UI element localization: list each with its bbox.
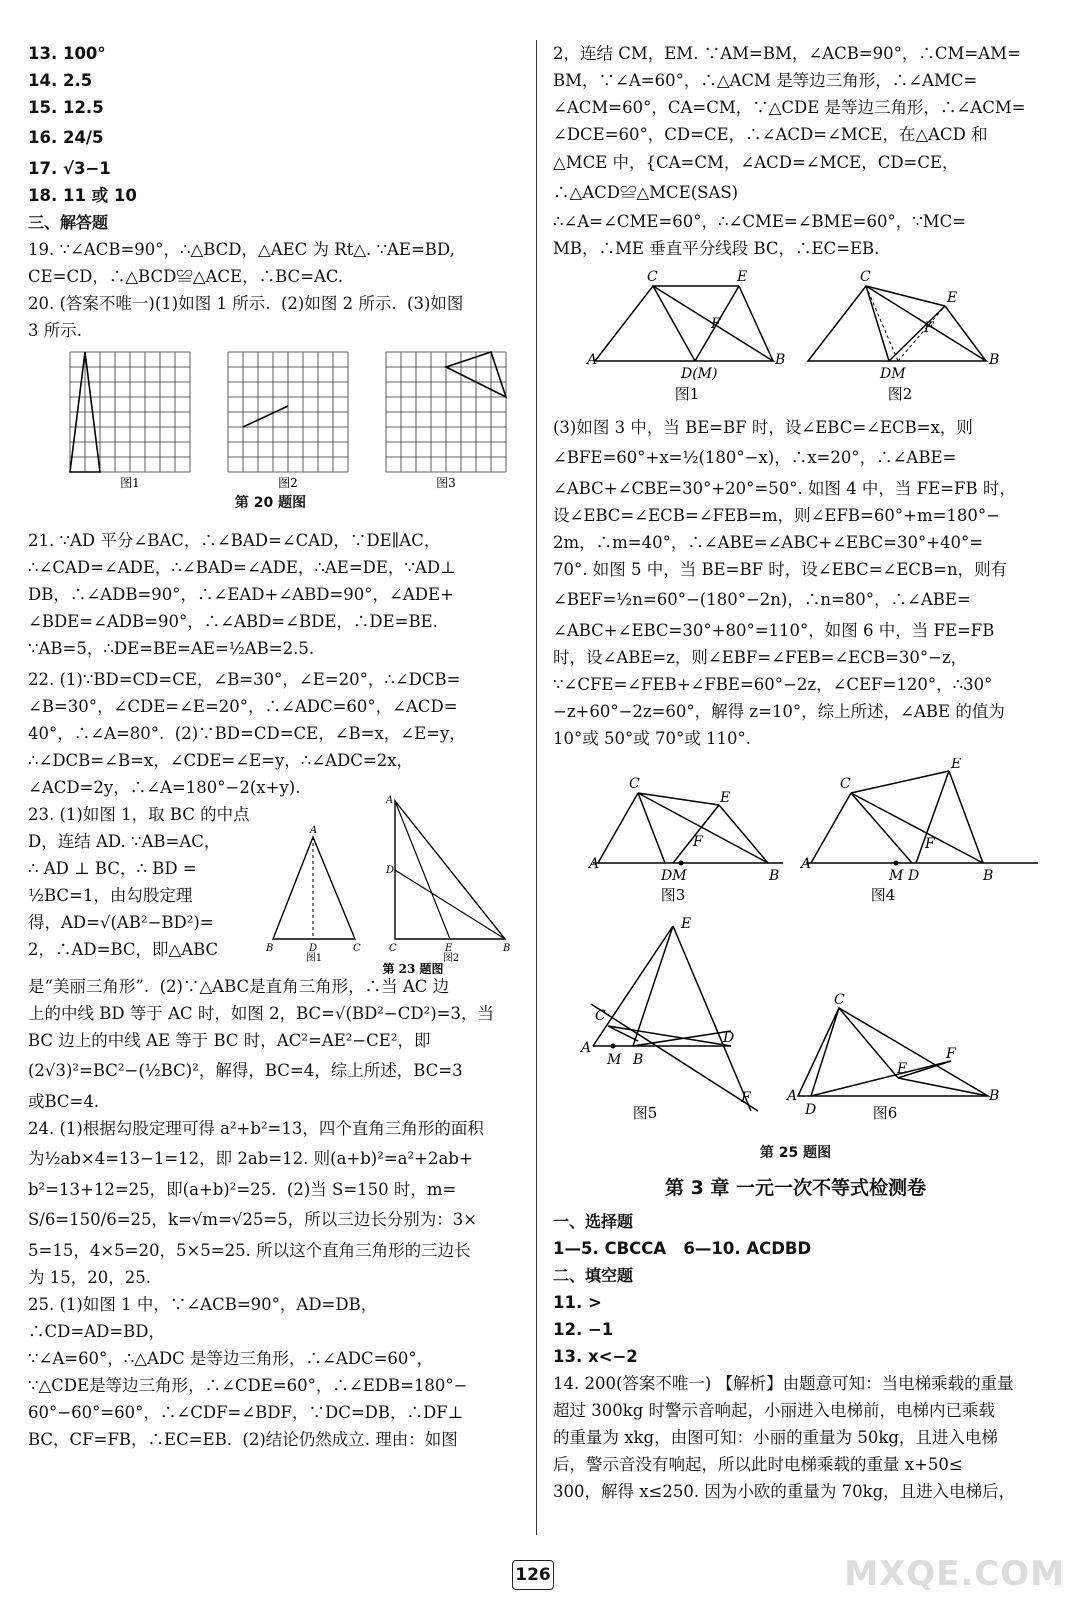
svg-text:E: E <box>681 916 692 932</box>
fig-label: 图1 <box>120 476 140 490</box>
question-21 <box>28 527 513 662</box>
q23-line: (2√3)²=BC²−(½BC)²，解得，BC=4，综上所述，BC=3 <box>28 1061 463 1080</box>
right-column <box>553 40 1038 1505</box>
svg-text:F: F <box>693 834 703 850</box>
answer-14: 14. 2.5 <box>28 71 93 90</box>
fig-label: 图2 <box>887 385 913 403</box>
q20-line: 20. (答案不唯一)(1)如图 1 所示. (2)如图 2 所示. (3)如图 <box>28 294 464 313</box>
svg-text:F: F <box>946 1046 956 1062</box>
q25-line: 25. (1)如图 1 中，∵∠ACB=90°，AD=DB，∴CD=AD=BD， <box>28 1295 378 1341</box>
q25-line: ∠BFE=60°+x=½(180°−x)，∴x=20°，∴∠ABE= <box>553 448 957 467</box>
q20-figures <box>68 350 508 490</box>
q25-line: △MCE 中，{CA=CM，∠ACD=∠MCE，CD=CE，∴△ACD≌△MCE(SAS) <box>553 153 959 202</box>
svg-text:M: M <box>607 1052 622 1068</box>
q25-line: ∠DCE=60°，CD=CE，∴∠ACD=∠MCE，在△ACD 和 <box>553 125 988 144</box>
q23-rest <box>28 973 513 1115</box>
svg-text:F: F <box>741 1090 751 1106</box>
question-19 <box>28 236 513 290</box>
svg-text:E: E <box>897 1061 908 1077</box>
fig-label: 图1 <box>674 385 700 403</box>
q23-line: ∴ AD ⊥ BC，∴ BD = <box>28 859 197 878</box>
answer-13: 13. 100° <box>28 44 106 63</box>
svg-text:C: C <box>834 992 845 1008</box>
svg-text:B: B <box>503 943 511 954</box>
svg-text:DM: DM <box>661 868 687 884</box>
question-23 <box>28 795 513 974</box>
q20-caption: 第 20 题图 <box>234 495 307 511</box>
q14-line: 的重量为 xkg，由图可知：小丽的重量为 50kg，且进入电梯 <box>553 1428 998 1447</box>
q25-line: ∠BEF=½n=60°−(180°−2n)，∴n=80°，∴∠ABE= <box>553 590 971 609</box>
svg-text:C: C <box>595 1008 606 1024</box>
svg-text:B: B <box>989 1088 1000 1104</box>
q14-line: 超过 300kg 时警示音响起，小丽进入电梯前，电梯内已乘载 <box>553 1401 996 1420</box>
q22-line: ∠ACD=2y，∴∠A=180°−2(x+y). <box>28 778 301 797</box>
svg-text:C: C <box>353 943 361 954</box>
q25-line: MB，∴ME 垂直平分线段 BC，∴EC=EB. <box>553 239 880 258</box>
svg-text:A: A <box>589 856 600 872</box>
q24-line: 为½ab×4=13−1=12，即 2ab=12. 则(a+b)²=a²+2ab+ <box>28 1149 473 1168</box>
svg-text:D: D <box>723 1030 735 1046</box>
q25-line: 70°. 如图 5 中，当 BE=BF 时，设∠EBC=∠ECB=n，则有 <box>553 560 1008 579</box>
svg-text:E: E <box>720 790 731 806</box>
q25-line: ∴∠A=∠CME=60°，∴∠CME=∠BME=60°，∵MC= <box>553 212 967 231</box>
svg-text:D(M): D(M) <box>681 366 718 382</box>
answer-12: 12. −1 <box>553 1320 614 1339</box>
grid-figure-2 <box>226 350 350 490</box>
q23-line: ½BC=1，由勾股定理 <box>28 886 193 905</box>
svg-text:E: E <box>951 758 962 772</box>
question-14 <box>553 1370 1038 1505</box>
q21-line: ∠BDE=∠ADB=90°，∴∠ABD=∠BDE，∴DE=BE. <box>28 612 438 631</box>
q25-line: ∠ABC+∠CBE=30°+20°=50°. 如图 4 中，当 FE=FB 时， <box>553 479 1016 498</box>
q14-line: 后，警示音没有响起，所以此时电梯乘载的重量 x+50≤ <box>553 1455 963 1474</box>
q25-line: ∵△CDE是等边三角形，∴∠CDE=60°，∴∠EDB=180°− <box>28 1376 468 1395</box>
q19-line: 19. ∵∠ACB=90°，∴△BCD，△AEC 为 Rt△. ∵AE=BD, <box>28 240 455 259</box>
q25-caption: 第 25 题图 <box>759 1145 832 1161</box>
svg-text:DM: DM <box>880 366 906 382</box>
svg-text:B: B <box>266 943 274 954</box>
q14-line: 14. 200(答案不唯一) 【解析】由题意可知：当电梯乘载的重量 <box>553 1374 1014 1393</box>
svg-text:A: A <box>801 856 812 872</box>
q25-continued <box>553 40 1038 262</box>
section-fill: 二、填空题 <box>553 1266 634 1285</box>
svg-text:B: B <box>983 868 994 884</box>
svg-text:B: B <box>989 352 1000 368</box>
column-divider <box>536 40 537 1535</box>
q25-line: 2m，∴m=40°，∴∠ABE=∠ABC+∠EBC=30°+40°= <box>553 533 984 552</box>
svg-text:B: B <box>775 352 786 368</box>
q24-line: 5=15，4×5=20，5×5=25. 所以这个直角三角形的三边长 <box>28 1241 471 1260</box>
svg-text:D: D <box>386 865 395 876</box>
fig-label: 图4 <box>870 886 896 904</box>
q23-figures <box>263 789 513 974</box>
q25-line: 10°或 50°或 70°或 110°. <box>553 729 751 748</box>
fig-label: 图5 <box>632 1104 658 1122</box>
fig-label: 图3 <box>436 476 456 490</box>
q25-line: ∠ACM=60°，CA=CM，∵△CDE 是等边三角形，∴∠ACM= <box>553 98 1026 117</box>
q25-line: 时，设∠ABE=z，则∠EBF=∠FEB=∠ECB=30°−z， <box>553 648 968 667</box>
q23-line: 是“美丽三角形”. (2)∵△ABC是直角三角形，∴当 AC 边 <box>28 977 450 996</box>
q21-line: 21. ∵AD 平分∠BAC，∴∠BAD=∠CAD，∵DE∥AC， <box>28 531 441 550</box>
question-22 <box>28 666 513 801</box>
svg-text:D: D <box>805 1102 817 1118</box>
svg-text:C: C <box>647 269 658 285</box>
svg-text:E: E <box>737 269 748 285</box>
choice-answers: 1—5. CBCCA 6—10. ACDBD <box>553 1239 812 1258</box>
answer-16: 16. 24/5 <box>28 128 104 147</box>
answer-13: 13. x<−2 <box>553 1347 638 1366</box>
svg-text:A: A <box>587 352 598 368</box>
grid-figure-3 <box>384 350 508 490</box>
q25-line: BM，∵∠A=60°，∴△ACM 是等边三角形，∴∠AMC= <box>553 71 978 90</box>
q25-part3 <box>553 414 1038 752</box>
q25-line: 60°−60°=60°，∴∠CDF=∠BDF，∵DC=DB，∴DF⊥ <box>28 1403 464 1422</box>
chapter-title: 第 3 章 一元一次不等式检测卷 <box>664 1177 927 1199</box>
q24-line: b²=13+12=25，即(a+b)²=25. (2)当 S=150 时，m= <box>28 1180 457 1199</box>
watermark: MXQE.COM <box>844 1554 1065 1594</box>
q25-line: (3)如图 3 中，当 BE=BF 时，设∠EBC=∠ECB=x，则 <box>553 418 973 437</box>
q22-line: ∠B=30°，∠CDE=∠E=20°，∴∠ADC=60°，∠ACD= <box>28 697 458 716</box>
fig-label: 图1 <box>305 953 323 964</box>
svg-text:D: D <box>309 943 318 954</box>
svg-text:A: A <box>787 1088 798 1104</box>
fig-label: 图3 <box>660 886 686 904</box>
answers-13-18 <box>28 40 513 209</box>
q22-line: ∴∠DCB=∠B=x，∠CDE=∠E=y，∴∠ADC=2x， <box>28 751 413 770</box>
q14-line: 300，解得 x≤250. 因为小欧的重量为 70kg，且进入电梯后， <box>553 1482 1016 1501</box>
q25-figures-5-6 <box>553 916 1038 1136</box>
svg-text:A: A <box>581 1040 592 1056</box>
q25-line: ∠ABC+∠EBC=30°+80°=110°，如图 6 中，当 FE=FB <box>553 621 995 640</box>
q25-line: BC，CF=FB，∴EC=EB. (2)结论仍然成立. 理由：如图 <box>28 1430 458 1449</box>
svg-text:E: E <box>445 943 453 954</box>
fig-label: 图2 <box>442 953 460 964</box>
q23-line: BC 边上的中线 AE 等于 BC 时，AC²=AE²−CE²，即 <box>28 1031 431 1050</box>
question-20 <box>28 290 513 344</box>
q23-caption: 第 23 题图 <box>382 962 444 974</box>
q25-line: 设∠EBC=∠ECB=∠FEB=m，则∠EFB=60°+m=180°− <box>553 506 1000 525</box>
fig-label: 图6 <box>872 1104 898 1122</box>
svg-text:B: B <box>769 868 780 884</box>
q25-line: 2，连结 CM，EM. ∵AM=BM，∠ACB=90°，∴CM=AM= <box>553 44 1021 63</box>
question-24 <box>28 1115 513 1291</box>
q19-line: CE=CD，∴△BCD≌△ACE，∴BC=AC. <box>28 267 344 286</box>
q24-line: 24. (1)根据勾股定理可得 a²+b²=13，四个直角三角形的面积 <box>28 1119 484 1138</box>
q25-figures-1-2 <box>553 266 1038 406</box>
svg-text:F: F <box>711 316 721 332</box>
q23-line: 上的中线 BD 等于 AC 时，如图 2，BC=√(BD²−CD²)=3，当 <box>28 1004 494 1023</box>
grid-figure-1 <box>68 350 192 490</box>
q24-line: 为 15，20，25. <box>28 1268 151 1287</box>
q25-line: ∵∠A=60°，∴△ADC 是等边三角形，∴∠ADC=60°， <box>28 1349 434 1368</box>
answer-17: 17. √3−1 <box>28 159 111 178</box>
q25-figures-3-4 <box>553 758 1038 908</box>
q23-line: 2，∴AD=BC，即△ABC <box>28 940 219 959</box>
q23-line: D，连结 AD. ∵AB=AC， <box>28 832 221 851</box>
svg-text:E: E <box>947 290 958 306</box>
svg-text:C: C <box>389 943 397 954</box>
answer-15: 15. 12.5 <box>28 98 104 117</box>
section-choice: 一、选择题 <box>553 1212 634 1231</box>
svg-text:A: A <box>310 825 318 836</box>
q25-line: −z+60°−2z=60°，解得 z=10°，综上所述，∠ABE 的值为 <box>553 702 1005 721</box>
q24-line: S/6=150/6=25，k=√m=√25=5，所以三边长分别为：3× <box>28 1210 478 1229</box>
svg-text:F: F <box>924 320 934 336</box>
answer-18: 18. 11 或 10 <box>28 186 137 205</box>
fig-label: 图2 <box>278 476 298 490</box>
page-number: 126 <box>512 1560 554 1590</box>
svg-text:D: D <box>908 868 920 884</box>
q21-line: ∴∠CAD=∠ADE，∴∠BAD=∠ADE，∴AE=DE，∵AD⊥ <box>28 558 456 577</box>
left-column <box>28 40 513 1453</box>
q23-line: 23. (1)如图 1，取 BC 的中点 <box>28 805 250 824</box>
q22-line: 40°，∴∠A=80°. (2)∵BD=CD=CE，∠B=x，∠E=y， <box>28 724 466 743</box>
svg-text:A: A <box>386 795 394 806</box>
q20-line: 3 所示. <box>28 321 82 340</box>
svg-text:C: C <box>860 269 871 285</box>
q21-line: DB，∴∠ADB=90°，∴∠EAD+∠ABD=90°，∠ADE+ <box>28 585 454 604</box>
q21-line: ∵AB=5，∴DE=BE=AE=½AB=2.5. <box>28 639 315 658</box>
q23-line: 得，AD=√(AB²−BD²)= <box>28 913 214 932</box>
svg-text:B: B <box>633 1052 644 1068</box>
svg-text:C: C <box>629 776 640 792</box>
q22-line: 22. (1)∵BD=CD=CE，∠B=30°，∠E=20°，∴∠DCB= <box>28 670 461 689</box>
question-25 <box>28 1291 513 1453</box>
answer-11: 11. > <box>553 1293 602 1312</box>
section-header-solutions: 三、解答题 <box>28 213 109 232</box>
q23-line: 或BC=4. <box>28 1092 100 1111</box>
svg-text:F: F <box>925 836 935 852</box>
svg-text:C: C <box>840 776 851 792</box>
q25-line: ∵∠CFE=∠FEB+∠FBE=60°−2z，∠CEF=120°，∴30° <box>553 675 993 694</box>
svg-text:M: M <box>889 868 904 884</box>
